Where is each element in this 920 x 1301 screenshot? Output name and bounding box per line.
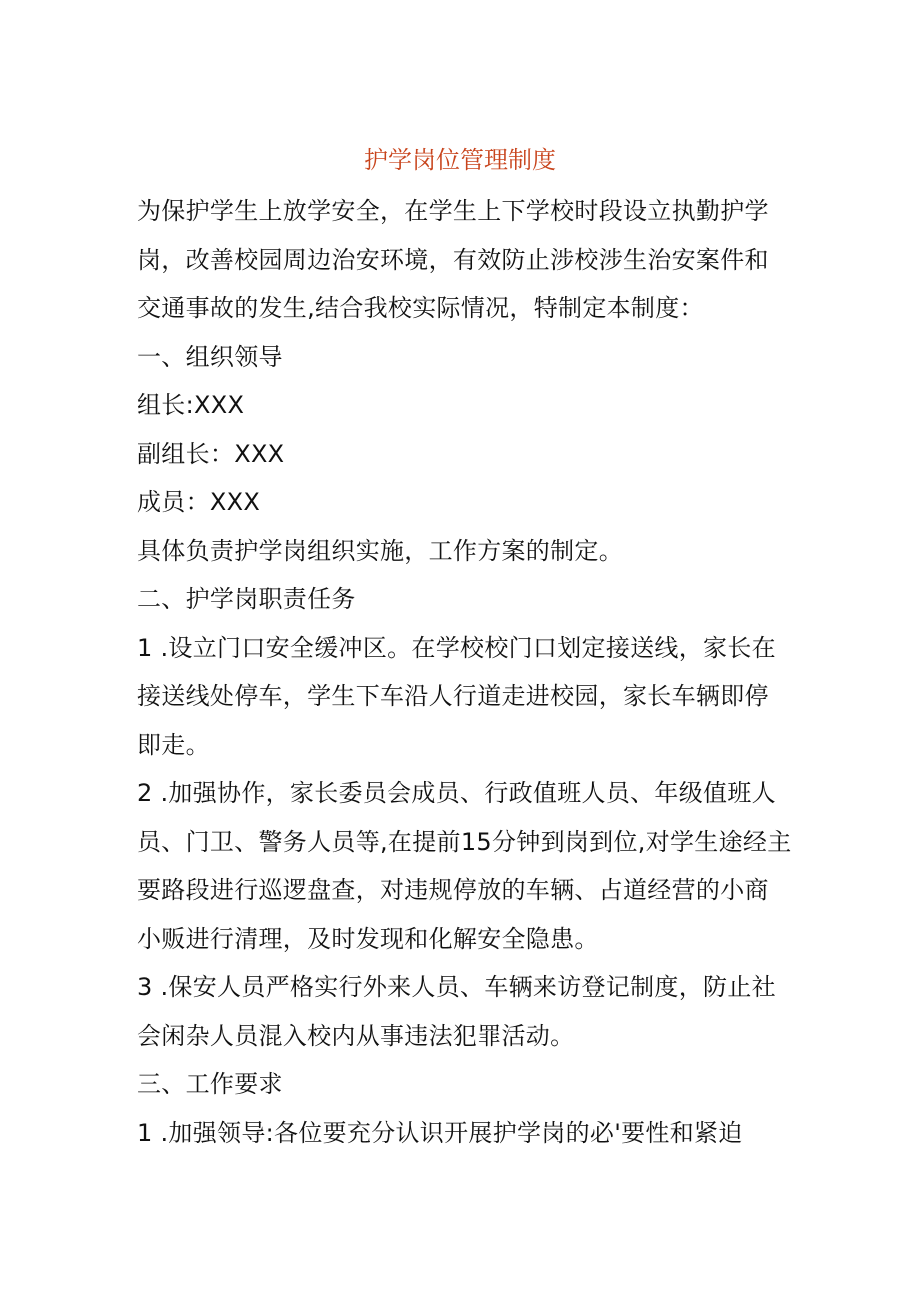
item-3-line-2: 会闲杂人员混入校内从事违法犯罪活动。 [137, 1021, 575, 1050]
section-heading-2: 二、护学岗职责任务 [137, 585, 356, 613]
deputy-leader-line: 副组长：XXX [137, 439, 285, 468]
section-heading-3: 三、工作要求 [137, 1070, 283, 1098]
item-2-line-3: 要路段进行巡逻盘查，对违规停放的车辆、占道经营的小商 [137, 876, 769, 904]
item-1-line-1: 1 .设立门口安全缓冲区。在学校校门口划定接送线，家长在 [137, 633, 776, 662]
item-1-line-3: 即走。 [137, 730, 210, 759]
item-2-line-1: 2 .加强协作，家长委员会成员、行政值班人员、年级值班人 [137, 779, 776, 807]
item-1-line-2: 接送线处停车，学生下车沿人行道走进校园，家长车辆即停 [137, 682, 769, 710]
body-line-2: 岗，改善校园周边治安环境，有效防止涉校涉生治安案件和 [137, 245, 769, 274]
requirement-1-line-1: 1 .加强领导:各位要充分认识开展护学岗的必'要性和紧迫 [137, 1118, 743, 1147]
body-line-1: 为保护学生上放学安全，在学生上下学校时段设立执勤护学 [137, 197, 769, 225]
leader-line: 组长:XXX [137, 391, 245, 419]
item-2-line-4: 小贩进行清理，及时发现和化解安全隐患。 [137, 924, 599, 953]
document-title: 护学岗位管理制度 [364, 146, 556, 174]
body-line-8: 具体负责护学岗组织实施，工作方案的制定。 [137, 536, 623, 565]
members-line: 成员：XXX [137, 488, 261, 516]
item-3-line-1: 3 .保安人员严格实行外来人员、车辆来访登记制度，防止社 [137, 973, 776, 1001]
section-heading-1: 一、组织领导 [137, 342, 283, 371]
item-2-line-2: 员、门卫、警务人员等,在提前15分钟到岗到位,对学生途经主 [137, 827, 792, 856]
document-body [137, 187, 797, 1157]
body-line-3: 交通事故的发生,结合我校实际情况，特制定本制度： [137, 294, 704, 322]
